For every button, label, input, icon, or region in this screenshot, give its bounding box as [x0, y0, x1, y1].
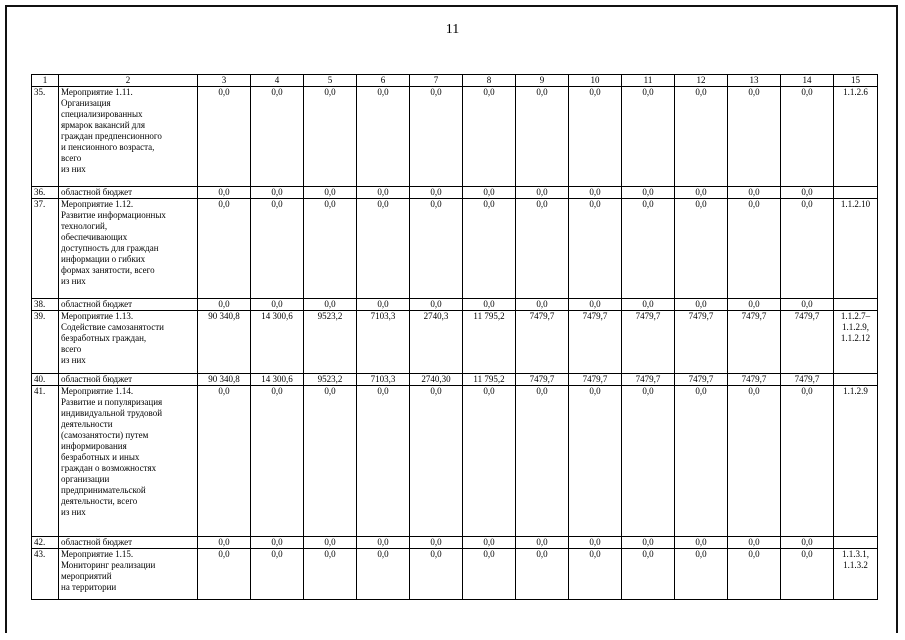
value-cell: 0,0: [463, 299, 516, 311]
value-cell: 0,0: [357, 299, 410, 311]
value-cell: 14 300,6: [251, 311, 304, 374]
value-cell: 0,0: [410, 199, 463, 299]
value-cell: 0,0: [728, 549, 781, 600]
column-header: 11: [622, 75, 675, 87]
table-row: [32, 537, 878, 549]
row-description: областной бюджет: [59, 537, 198, 549]
value-cell: 0,0: [516, 549, 569, 600]
value-cell: 0,0: [410, 537, 463, 549]
value-cell: 7479,7: [622, 374, 675, 386]
value-cell: 7479,7: [516, 311, 569, 374]
value-cell: 7479,7: [516, 374, 569, 386]
value-cell: 0,0: [357, 187, 410, 199]
value-cell: 0,0: [198, 549, 251, 600]
row-number: 41.: [32, 386, 59, 537]
value-cell: 0,0: [410, 187, 463, 199]
value-cell: 7479,7: [728, 311, 781, 374]
row-number: 35.: [32, 87, 59, 187]
row-description: областной бюджет: [59, 299, 198, 311]
value-cell: 0,0: [569, 299, 622, 311]
value-cell: 0,0: [357, 386, 410, 537]
value-cell: 0,0: [251, 537, 304, 549]
value-cell: 0,0: [781, 87, 834, 187]
indicator-code: 1.1.3.1, 1.1.3.2: [834, 549, 878, 600]
row-number: 42.: [32, 537, 59, 549]
row-description: Мероприятие 1.13. Содействие самозанятости безработных граждан, всего из них: [59, 311, 198, 374]
row-number: 36.: [32, 187, 59, 199]
value-cell: 0,0: [675, 537, 728, 549]
column-header: 13: [728, 75, 781, 87]
value-cell: 0,0: [728, 537, 781, 549]
row-number: 37.: [32, 199, 59, 299]
table-row: [32, 386, 878, 537]
value-cell: 0,0: [463, 187, 516, 199]
row-description: Мероприятие 1.11. Организация специализированных ярмарок вакансий для граждан предпенсионного и пенсионного возраста, всего из них: [59, 87, 198, 187]
value-cell: 7479,7: [675, 374, 728, 386]
value-cell: 0,0: [781, 549, 834, 600]
value-cell: 0,0: [410, 87, 463, 187]
indicator-code: [834, 537, 878, 549]
value-cell: 0,0: [569, 187, 622, 199]
column-header: 10: [569, 75, 622, 87]
value-cell: 0,0: [516, 187, 569, 199]
value-cell: 0,0: [410, 386, 463, 537]
value-cell: 0,0: [251, 87, 304, 187]
value-cell: 9523,2: [304, 374, 357, 386]
value-cell: 90 340,8: [198, 374, 251, 386]
column-header: 1: [32, 75, 59, 87]
indicator-code: [834, 299, 878, 311]
column-header: 14: [781, 75, 834, 87]
value-cell: 0,0: [781, 199, 834, 299]
column-header: 9: [516, 75, 569, 87]
value-cell: 0,0: [251, 199, 304, 299]
indicator-code: 1.1.2.10: [834, 199, 878, 299]
table-row: [32, 549, 878, 600]
column-header: 15: [834, 75, 878, 87]
table-row: [32, 87, 878, 187]
row-description: областной бюджет: [59, 187, 198, 199]
value-cell: 2740,3: [410, 311, 463, 374]
value-cell: 0,0: [569, 87, 622, 187]
column-header: 7: [410, 75, 463, 87]
value-cell: 90 340,8: [198, 311, 251, 374]
value-cell: 0,0: [198, 187, 251, 199]
value-cell: 0,0: [198, 537, 251, 549]
value-cell: 0,0: [251, 299, 304, 311]
value-cell: 0,0: [198, 87, 251, 187]
value-cell: 0,0: [516, 87, 569, 187]
indicator-code: [834, 187, 878, 199]
value-cell: 0,0: [304, 199, 357, 299]
value-cell: 7479,7: [569, 311, 622, 374]
table-body: [32, 87, 878, 600]
page-number: 11: [445, 22, 460, 37]
value-cell: 0,0: [463, 537, 516, 549]
column-header: 2: [59, 75, 198, 87]
program-table: [31, 74, 878, 600]
value-cell: 7479,7: [781, 374, 834, 386]
value-cell: 7479,7: [728, 374, 781, 386]
row-description: Мероприятие 1.15. Мониторинг реализации мероприятий на территории: [59, 549, 198, 600]
value-cell: 0,0: [781, 187, 834, 199]
value-cell: 0,0: [728, 299, 781, 311]
value-cell: 2740,30: [410, 374, 463, 386]
value-cell: 0,0: [675, 199, 728, 299]
value-cell: 0,0: [304, 386, 357, 537]
indicator-code: 1.1.2.9: [834, 386, 878, 537]
value-cell: 0,0: [251, 187, 304, 199]
value-cell: 0,0: [728, 199, 781, 299]
value-cell: 0,0: [463, 386, 516, 537]
value-cell: 0,0: [675, 386, 728, 537]
value-cell: 0,0: [569, 537, 622, 549]
value-cell: 0,0: [781, 299, 834, 311]
value-cell: 0,0: [622, 187, 675, 199]
value-cell: 0,0: [198, 299, 251, 311]
value-cell: 0,0: [251, 549, 304, 600]
table-row: [32, 299, 878, 311]
value-cell: 7479,7: [675, 311, 728, 374]
value-cell: 0,0: [463, 549, 516, 600]
row-number: 39.: [32, 311, 59, 374]
table-row: [32, 187, 878, 199]
row-description: областной бюджет: [59, 374, 198, 386]
indicator-code: 1.1.2.7– 1.1.2.9, 1.1.2.12: [834, 311, 878, 374]
value-cell: 0,0: [622, 299, 675, 311]
table-row: [32, 199, 878, 299]
value-cell: 0,0: [622, 87, 675, 187]
row-description: Мероприятие 1.14. Развитие и популяризация индивидуальной трудовой деятельности (самозанятости) путем информирования безработных и иных граждан о возможностях организации предпринимательской деятельности, всего из них: [59, 386, 198, 537]
value-cell: 0,0: [675, 187, 728, 199]
value-cell: 0,0: [569, 199, 622, 299]
value-cell: 0,0: [410, 549, 463, 600]
value-cell: 11 795,2: [463, 311, 516, 374]
header-row: [32, 75, 878, 87]
column-header: 12: [675, 75, 728, 87]
column-header: 3: [198, 75, 251, 87]
value-cell: 0,0: [463, 199, 516, 299]
value-cell: 0,0: [357, 199, 410, 299]
value-cell: 0,0: [728, 187, 781, 199]
value-cell: 0,0: [304, 537, 357, 549]
value-cell: 14 300,6: [251, 374, 304, 386]
value-cell: 0,0: [728, 87, 781, 187]
row-number: 43.: [32, 549, 59, 600]
value-cell: 11 795,2: [463, 374, 516, 386]
value-cell: 7479,7: [622, 311, 675, 374]
value-cell: 0,0: [304, 549, 357, 600]
value-cell: 0,0: [622, 386, 675, 537]
row-number: 40.: [32, 374, 59, 386]
value-cell: 0,0: [622, 199, 675, 299]
indicator-code: [834, 374, 878, 386]
value-cell: 0,0: [675, 299, 728, 311]
value-cell: 0,0: [781, 386, 834, 537]
value-cell: 0,0: [781, 537, 834, 549]
value-cell: 0,0: [516, 386, 569, 537]
column-header: 5: [304, 75, 357, 87]
row-number: 38.: [32, 299, 59, 311]
table-row: [32, 311, 878, 374]
value-cell: 0,0: [516, 199, 569, 299]
value-cell: 0,0: [198, 199, 251, 299]
value-cell: 0,0: [569, 549, 622, 600]
value-cell: 0,0: [675, 87, 728, 187]
value-cell: 0,0: [357, 87, 410, 187]
value-cell: 0,0: [622, 549, 675, 600]
value-cell: 0,0: [357, 549, 410, 600]
value-cell: 0,0: [198, 386, 251, 537]
column-header: 8: [463, 75, 516, 87]
value-cell: 7479,7: [569, 374, 622, 386]
indicator-code: 1.1.2.6: [834, 87, 878, 187]
table-row: [32, 374, 878, 386]
value-cell: 0,0: [516, 537, 569, 549]
value-cell: 0,0: [304, 299, 357, 311]
value-cell: 0,0: [463, 87, 516, 187]
value-cell: 0,0: [516, 299, 569, 311]
value-cell: 0,0: [569, 386, 622, 537]
column-header: 4: [251, 75, 304, 87]
value-cell: 0,0: [357, 537, 410, 549]
value-cell: 9523,2: [304, 311, 357, 374]
value-cell: 7479,7: [781, 311, 834, 374]
row-description: Мероприятие 1.12. Развитие информационных технологий, обеспечивающих доступность для граждан информации о гибких формах занятости, всего из них: [59, 199, 198, 299]
column-header: 6: [357, 75, 410, 87]
value-cell: 0,0: [410, 299, 463, 311]
value-cell: 0,0: [675, 549, 728, 600]
value-cell: 0,0: [728, 386, 781, 537]
value-cell: 0,0: [251, 386, 304, 537]
value-cell: 7103,3: [357, 311, 410, 374]
value-cell: 7103,3: [357, 374, 410, 386]
value-cell: 0,0: [304, 187, 357, 199]
value-cell: 0,0: [622, 537, 675, 549]
value-cell: 0,0: [304, 87, 357, 187]
